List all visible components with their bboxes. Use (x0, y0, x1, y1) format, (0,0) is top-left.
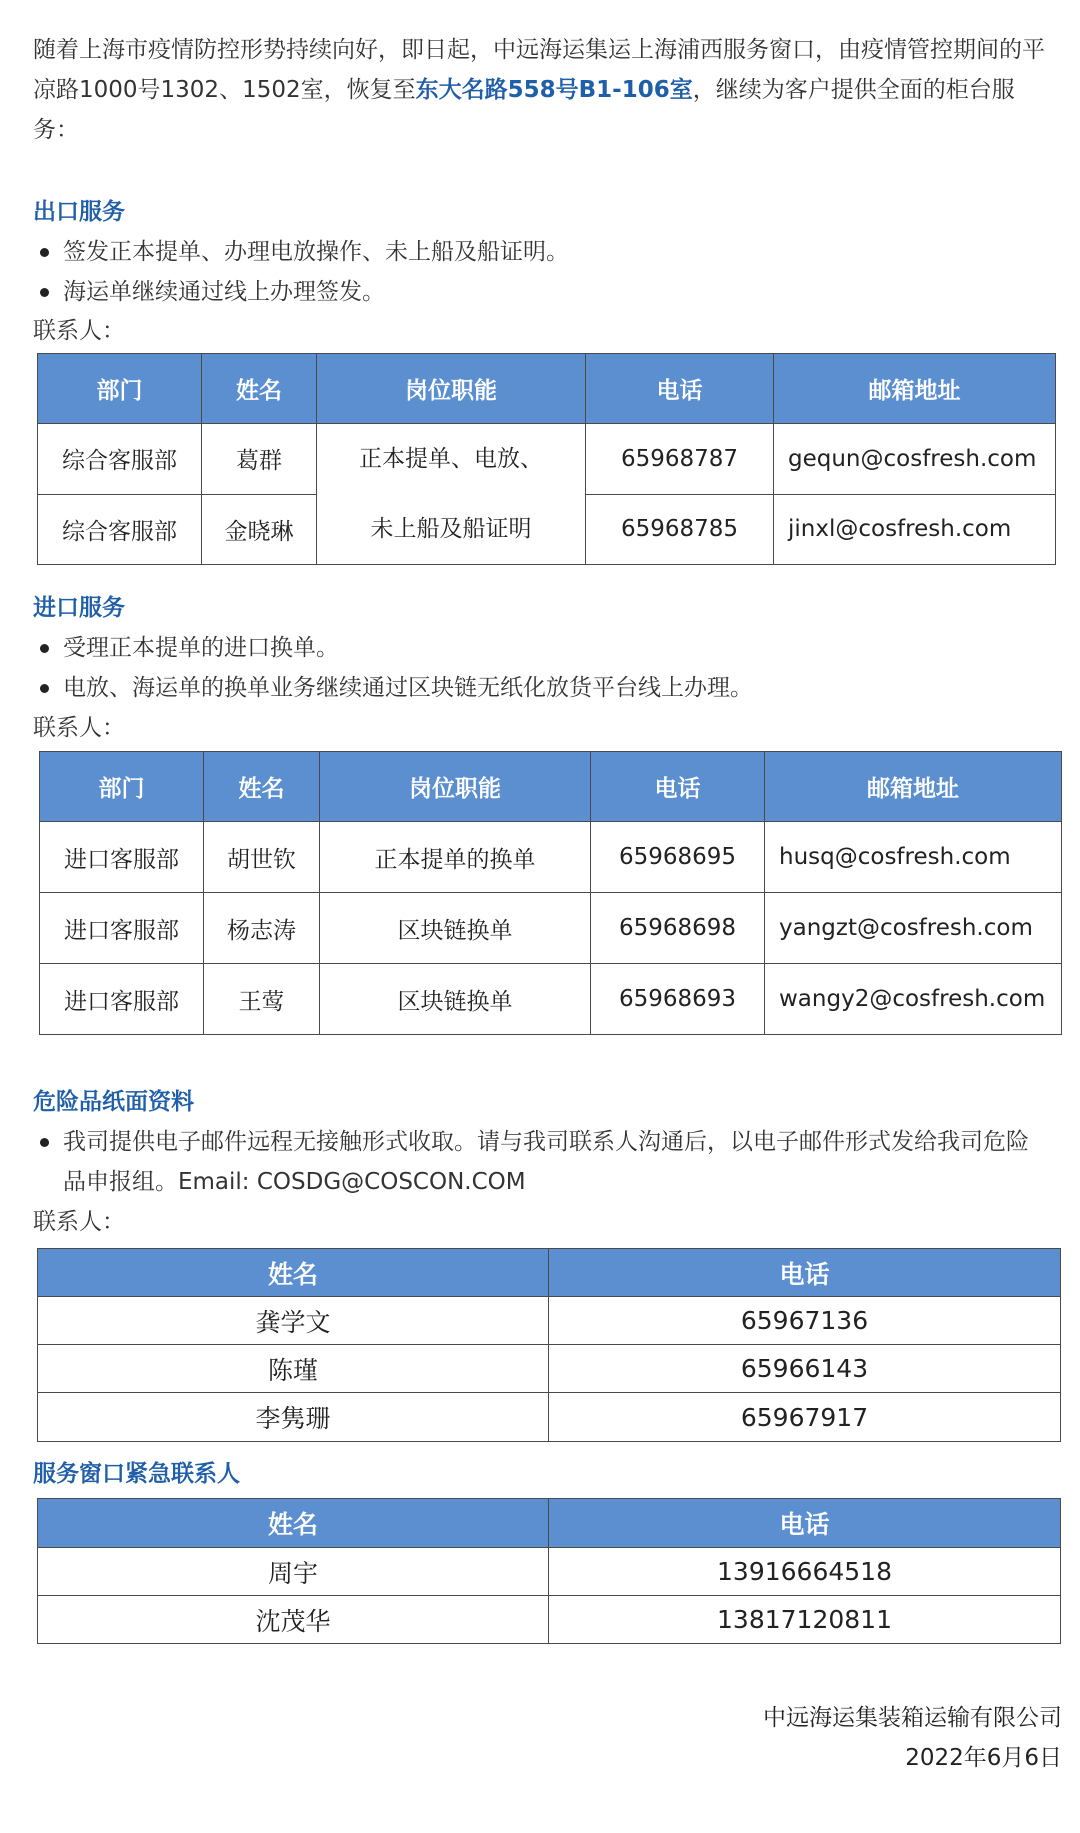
dangerous-goods-bullet (33, 1122, 1063, 1202)
bullet-text: 电放、海运单的换单业务继续通过区块链无纸化放货平台线上办理。 (63, 675, 753, 701)
cell-name: 杨志涛 (204, 893, 320, 964)
col-header-dept: 部门 (38, 354, 202, 424)
cell-dept: 进口客服部 (40, 964, 204, 1035)
import-heading: 进口服务 (33, 595, 125, 621)
bullet-text: 受理正本提单的进口换单。 (63, 635, 339, 661)
cell-phone: 65968785 (586, 494, 774, 565)
role-line-1: 正本提单、电放、 (359, 446, 543, 472)
cell-name: 李隽珊 (38, 1393, 549, 1442)
col-header-role: 岗位职能 (320, 752, 591, 822)
cell-dept: 综合客服部 (38, 424, 202, 495)
bullet-dot-icon (40, 248, 49, 257)
cell-email[interactable]: gequn@cosfresh.com (774, 424, 1056, 495)
intro-text: 随着上海市疫情防控形势持续向好，即日起，中远海运集运上海浦西服务窗口，由疫情管控期间的平凉路1000号1302、1502室，恢复至 (33, 37, 1045, 103)
emergency-contacts-heading: 服务窗口紧急联系人 (33, 1461, 240, 1487)
col-header-email: 邮箱地址 (774, 354, 1056, 424)
cell-phone: 65966143 (549, 1345, 1061, 1393)
bullet-dot-icon (40, 288, 49, 297)
cell-name: 金晓琳 (202, 494, 317, 565)
table-row (38, 424, 1056, 495)
cell-role: 区块链换单 (320, 964, 591, 1035)
bullet-text-line-1: 我司提供电子邮件远程无接触形式收取。请与我司联系人沟通后，以电子邮件形式发给我司危险 (63, 1129, 1029, 1155)
table-row (38, 1345, 1061, 1393)
table-header-row (38, 354, 1056, 424)
col-header-dept: 部门 (40, 752, 204, 822)
bullet-text: 海运单继续通过线上办理签发。 (63, 279, 385, 305)
bullet-dot-icon (40, 1138, 49, 1147)
cell-name: 胡世钦 (204, 822, 320, 893)
cell-name: 龚学文 (38, 1297, 549, 1345)
table-row (40, 893, 1062, 964)
table-row (38, 1393, 1061, 1442)
cell-email[interactable]: husq@cosfresh.com (765, 822, 1062, 893)
dangerous-contact-label: 联系人： (33, 1209, 125, 1235)
export-bullet-1 (33, 232, 1063, 272)
bullet-text: 签发正本提单、办理电放操作、未上船及船证明。 (63, 239, 569, 265)
col-header-phone: 电话 (591, 752, 765, 822)
cell-email[interactable]: jinxl@cosfresh.com (774, 494, 1056, 565)
export-contact-label: 联系人： (33, 318, 125, 344)
table-header-row (40, 752, 1062, 822)
cell-name: 陈瑾 (38, 1345, 549, 1393)
bullet-text-line-2: 品申报组。Email: COSDG@COSCON.COM (63, 1169, 526, 1195)
table-header-row (38, 1499, 1061, 1548)
import-bullet-2 (33, 668, 1063, 708)
cell-phone: 65968787 (586, 424, 774, 495)
import-contacts-table (39, 751, 1062, 1035)
col-header-phone: 电话 (549, 1249, 1061, 1297)
table-row (40, 964, 1062, 1035)
table-header-row (38, 1249, 1061, 1297)
cell-phone: 65968693 (591, 964, 765, 1035)
cell-phone: 65968698 (591, 893, 765, 964)
cell-email[interactable]: wangy2@cosfresh.com (765, 964, 1062, 1035)
cell-phone: 13916664518 (549, 1548, 1061, 1596)
table-row (38, 1297, 1061, 1345)
footer-date: 2022年6月6日 (905, 1745, 1062, 1771)
cell-role: 正本提单的换单 (320, 822, 591, 893)
intro-text-end: ，继续为客户提供全面的柜台服务： (33, 77, 1015, 143)
col-header-name: 姓名 (202, 354, 317, 424)
col-header-name: 姓名 (38, 1499, 549, 1548)
new-address: 东大名路558号B1-106室 (415, 77, 693, 103)
col-header-name: 姓名 (38, 1249, 549, 1297)
cell-dept: 进口客服部 (40, 822, 204, 893)
role-line-2: 未上船及船证明 (370, 516, 532, 542)
bullet-dot-icon (40, 644, 49, 653)
import-bullet-1 (33, 628, 1063, 668)
col-header-phone: 电话 (549, 1499, 1061, 1548)
footer-company: 中远海运集装箱运输有限公司 (763, 1705, 1062, 1731)
dangerous-goods-heading: 危险品纸面资料 (33, 1089, 194, 1115)
table-row (38, 1596, 1061, 1644)
cell-dept: 进口客服部 (40, 893, 204, 964)
intro-paragraph (33, 30, 1053, 150)
export-bullet-2 (33, 272, 1063, 312)
cell-phone: 65968695 (591, 822, 765, 893)
emergency-contacts-table (37, 1498, 1061, 1644)
col-header-name: 姓名 (204, 752, 320, 822)
cell-phone: 65967917 (549, 1393, 1061, 1442)
col-header-phone: 电话 (586, 354, 774, 424)
cell-name: 葛群 (202, 424, 317, 495)
col-header-email: 邮箱地址 (765, 752, 1062, 822)
cell-phone: 13817120811 (549, 1596, 1061, 1644)
export-contacts-table (37, 353, 1056, 565)
bullet-dot-icon (40, 684, 49, 693)
cell-name: 沈茂华 (38, 1596, 549, 1644)
cell-phone: 65967136 (549, 1297, 1061, 1345)
cell-dept: 综合客服部 (38, 494, 202, 565)
export-heading: 出口服务 (33, 199, 125, 225)
cell-email[interactable]: yangzt@cosfresh.com (765, 893, 1062, 964)
table-row (40, 822, 1062, 893)
cell-role: 区块链换单 (320, 893, 591, 964)
import-contact-label: 联系人： (33, 715, 125, 741)
table-row (38, 1548, 1061, 1596)
dangerous-goods-contacts-table (37, 1248, 1061, 1442)
col-header-role: 岗位职能 (317, 354, 586, 424)
cell-name: 周宇 (38, 1548, 549, 1596)
cell-name: 王莺 (204, 964, 320, 1035)
cell-role-merged (317, 424, 586, 565)
